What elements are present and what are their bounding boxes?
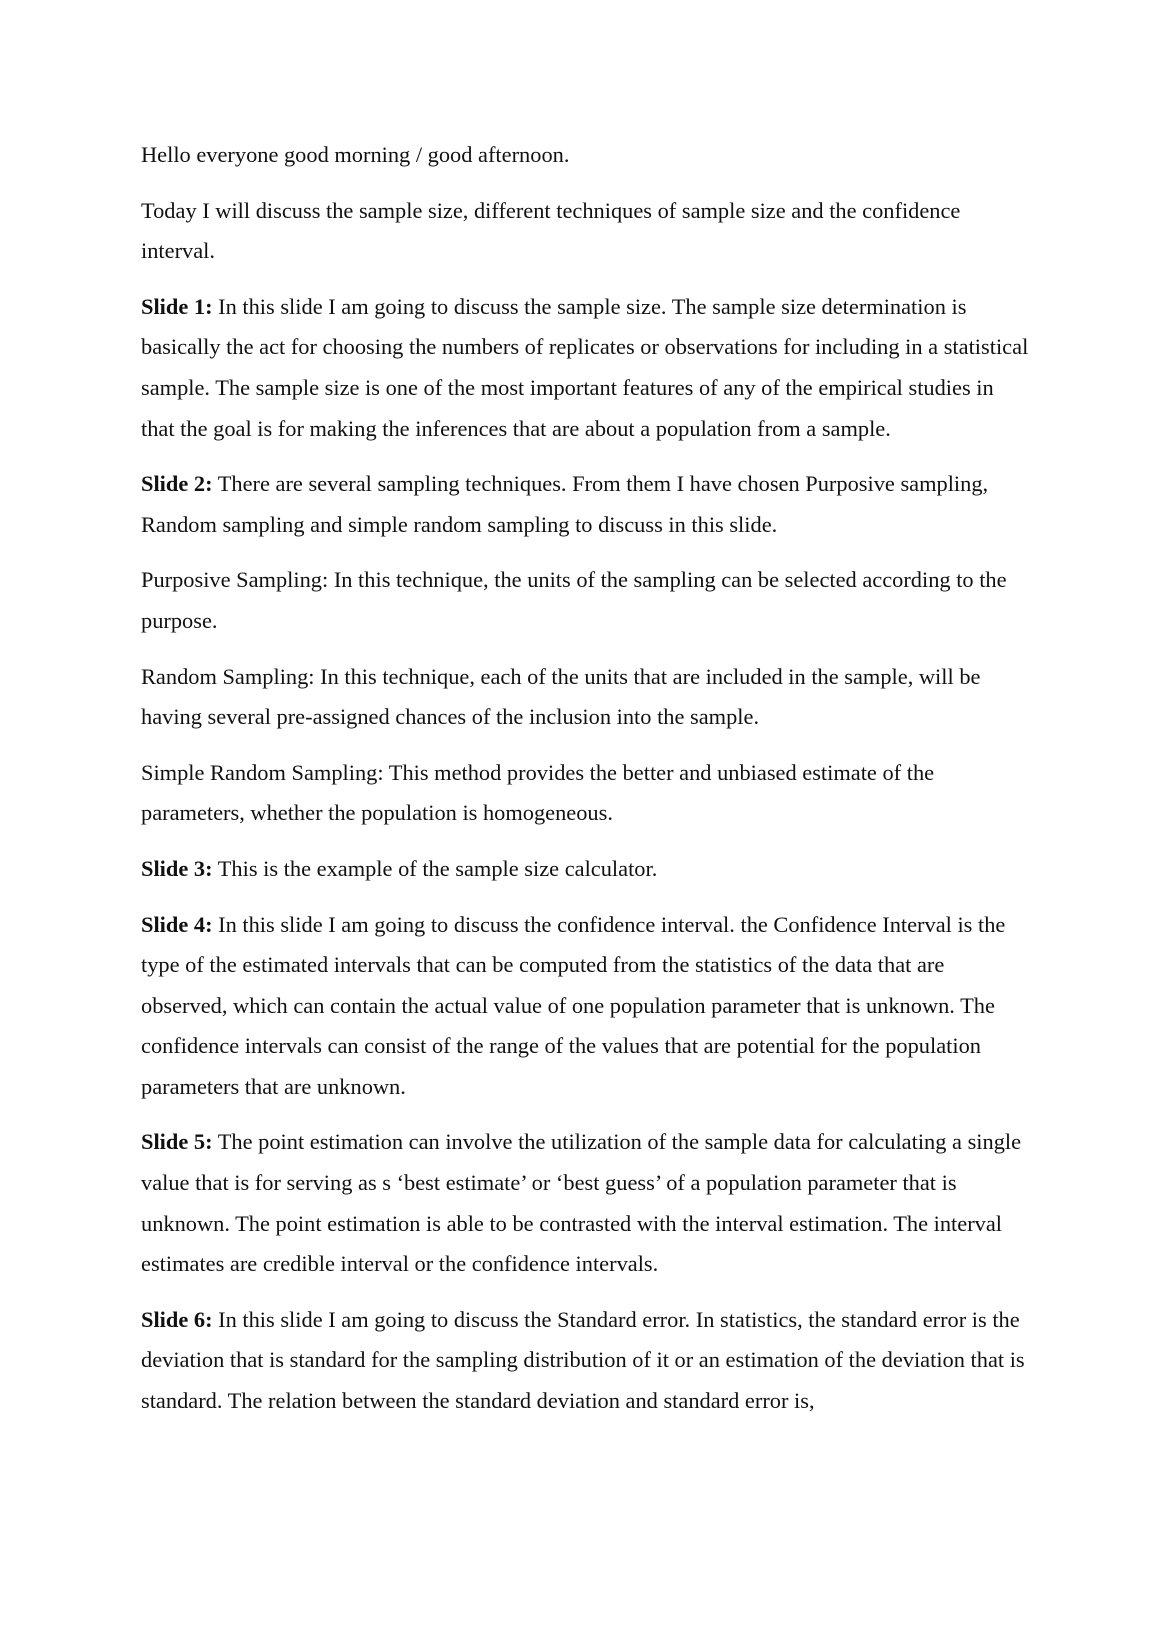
paragraph-slide-3 [141, 849, 1031, 890]
paragraph-random-sampling [141, 657, 1031, 738]
paragraph-lead: Slide 1: [141, 293, 213, 319]
document-body [141, 135, 1031, 1437]
paragraph-text: Today I will discuss the sample size, different techniques of sample size and the confidence interval. [141, 197, 961, 264]
paragraph-greeting [141, 135, 1031, 176]
paragraph-lead: Slide 6: [141, 1306, 213, 1332]
paragraph-text: Random Sampling: In this technique, each of the units that are included in the sample, will be having several pre-assigned chances of the inclusion into the sample. [141, 663, 981, 730]
paragraph-text: Simple Random Sampling: This method provides the better and unbiased estimate of the parameters, whether the population is homogeneous. [141, 759, 935, 826]
paragraph-lead: Slide 2: [141, 471, 213, 497]
paragraph-purposive-sampling [141, 560, 1031, 641]
paragraph-slide-4 [141, 905, 1031, 1108]
paragraph-text: In this slide I am going to discuss the Standard error. In statistics, the standard error is the deviation that is standard for the sampling distribution of it or an estimation of the deviation that is standard. The relation between the standard deviation and standard error is, [141, 1306, 1025, 1414]
paragraph-text: Purposive Sampling: In this technique, the units of the sampling can be selected according to the purpose. [141, 567, 1007, 633]
paragraph-slide-6 [141, 1300, 1031, 1422]
paragraph-lead: Slide 3: [141, 855, 213, 881]
paragraph-slide-1 [141, 287, 1031, 449]
paragraph-slide-2 [141, 464, 1031, 545]
paragraph-lead: Slide 5: [141, 1129, 213, 1155]
paragraph-slide-5 [141, 1122, 1031, 1284]
paragraph-text: The point estimation can involve the utilization of the sample data for calculating a single value that is for serving as s ‘best estimate’ or ‘best guess’ of a population parameter that is unknown. The point estimation is able to be contrasted with the interval estimation. The interval estimates are credible interval or the confidence intervals. [141, 1129, 1022, 1277]
paragraph-intro [141, 191, 1031, 272]
paragraph-simple-random-sampling [141, 753, 1031, 834]
paragraph-text: There are several sampling techniques. From them I have chosen Purposive sampling, Random sampling and simple random sampling to discuss in this slide. [141, 471, 989, 537]
paragraph-text: Hello everyone good morning / good afternoon. [141, 142, 570, 167]
paragraph-lead: Slide 4: [141, 911, 213, 937]
paragraph-text: In this slide I am going to discuss the confidence interval. the Confidence Interval is the type of the estimated intervals that can be computed from the statistics of the data that are observed, which can contain the actual value of one population parameter that is unknown. The confidence intervals can consist of the range of the values that are potential for the population parameters that are unknown. [141, 911, 1006, 1099]
paragraph-text: This is the example of the sample size calculator. [212, 855, 658, 881]
paragraph-text: In this slide I am going to discuss the sample size. The sample size determination is basically the act for choosing the numbers of replicates or observations for including in a statistical sample. The sample size is one of the most important features of any of the empirical studies in that the goal is for making the inferences that are about a population from a sample. [141, 293, 1029, 441]
